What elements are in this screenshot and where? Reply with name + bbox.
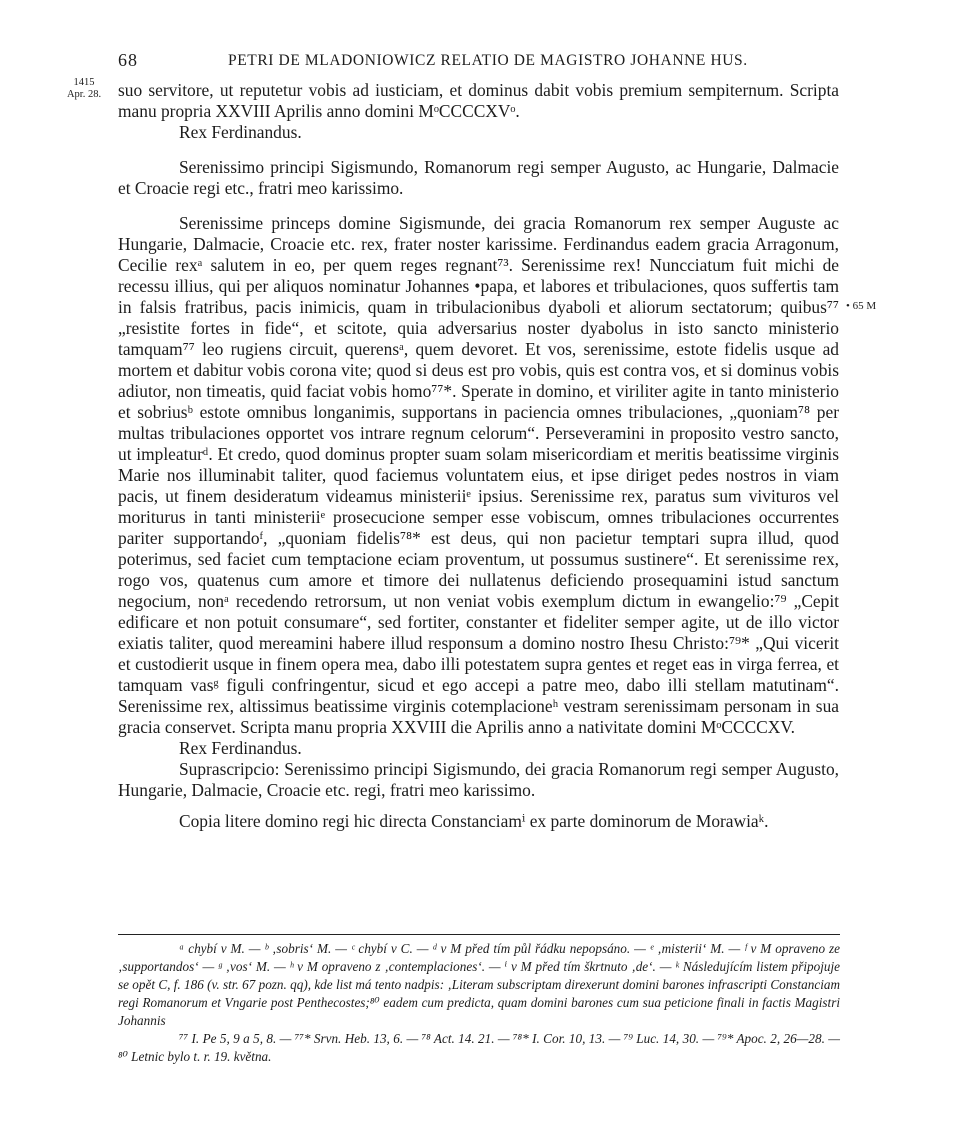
margin-reference: • 65 M: [846, 300, 877, 312]
paragraph-5: Copia litere domino regi hic directa Constanciamⁱ ex parte dominorum de Morawiaᵏ.: [179, 811, 769, 831]
footnote-apparatus: ᵃ chybí v M. — ᵇ ‚sobris‘ M. — ᶜ chybí v C. — ᵈ v M před tím půl řádku nepopsáno. — ᵉ ‚misterii‘ M. — ᶠ v M opraveno ze ‚supportandos‘ — ᵍ ‚vos‘ M. — ʰ v M opraveno z ‚contemplaciones‘. — ⁱ v M před tím škrtnuto ‚de‘. — ᵏ Následujícím listem připojuje se opět C, f. 186 (v. str. 67 pozn. qq), kde list má tento nadpis: ‚Literam subscriptam direxerunt domini barones infrascripti Constanciam regi Romanorum et Vngarie post Penthecostes;⁸⁰ eadem cum predicta, quam domini barones cum sua peticione finali in factis Magistri Johannis: [118, 941, 840, 1028]
margin-date: [56, 77, 112, 101]
main-text: [118, 80, 839, 832]
signature-2: Rex Ferdinandus.: [179, 738, 302, 758]
paragraph-1: suo servitore, ut reputetur vobis ad iusticiam, et dominus dabit vobis premium sempiternum. Scripta manu propria XXVIII Aprilis anno domini MᵒCCCCXVᵒ.: [118, 80, 839, 121]
paragraph-2: Serenissimo principi Sigismundo, Romanorum regi semper Augusto, ac Hungarie, Dalmacie et Croacie regi etc., fratri meo karissimo.: [118, 157, 839, 198]
footnote-rule: [118, 934, 840, 935]
margin-day: Apr. 28.: [66, 89, 102, 100]
margin-year: 1415: [73, 77, 95, 88]
signature-1: Rex Ferdinandus.: [179, 122, 302, 142]
page-number: 68: [118, 50, 138, 70]
paragraph-4: Suprascripcio: Serenissimo principi Sigismundo, dei gracia Romanorum regi semper Augusto, Hungarie, Dalmacie, Croacie etc. regi, fratri meo karissimo.: [118, 759, 839, 800]
footnotes: [118, 940, 840, 1066]
paragraph-3: Serenissime princeps domine Sigismunde, dei gracia Romanorum rex semper Auguste ac Hungarie, Dalmacie, Croacie etc. rex, frater noster karissime. Ferdinandus eadem gracia Arragonum, Cecilie rexᵃ salutem in eo, per quem reges regnant⁷³. Serenissime rex! Nuncciatum fuit michi de recessu illius, qui per aliquos nominatur Johannes •papa, et labores et tribulaciones, quos suffertis tam in falsis fratribus, pacis inimicis, quam in tribulacionibus dyaboli et aliorum sectatorum; quibus⁷⁷ „resistite fortes in fide“, et scitote, quia adversarius noster dyabolus in isto sancto ministerio tamquam⁷⁷ leo rugiens circuit, querensᵃ, quem devoret. Et vos, serenissime, estote fidelis usque ad mortem et dabitur vobis corona vite; quod si deus est pro vobis, quis est contra vos, et si dominus vobis adiutor, non timeatis, quid faciat vobis homo⁷⁷*. Sperate in domino, et viriliter agite in tanto ministerio et sobriusᵇ estote omnibus longanimis, supportans in paciencia omnes tribulaciones, „quoniam⁷⁸ per multas tribulaciones opportet vos intrare regnum celorum“. Perseveramini in proposito vestro sancto, ut impleaturᵈ. Et credo, quod dominus propter suam solam misericordiam et meritis beatissime virginis Marie nos illuminabit taliter, quod faciemus voluntatem eius, et ipse diriget pedes nostros in viam pacis, ut finem desideratum videamus ministeriiᵉ ipsius. Serenissime rex, paratus sum vivituros vel moriturus in tanti ministeriiᵉ prosecucione semper esse vobiscum, omnes tribulaciones occurrentes pariter supportandoᶠ, „quoniam fidelis⁷⁸* est deus, qui non pacietur temptari supra illud, quod poterimus, sed faciet cum temptacione eciam proventum, ut possumus sustinere“. Et serenissime rex, rogo vos, quatenus cum amore et timore dei nullatenus deficiendo prosequamini istud sanctum negocium, nonᵃ recedendo retrorsum, ut non veniat vobis exemplum dictum in ewangelio:⁷⁹ „Cepit edificare et non potuit consumare“, sed fortiter, constanter et fideliter semper agite, ut de illo victor exiatis taliter, quod mereamini habere illud responsum a domino nostro Ihesu Christo:⁷⁹* „Qui vicerit et custodierit usque in finem opera mea, dabo illi potestatem supra gentes et reget eas in virga ferrea, et tamquam vasᵍ figuli confringentur, sicud et ego accepi a patre meo, dabo illi stellam matutinam“. Serenissime rex, altissimus beatissime virginis cotemplacioneʰ vestram serenissimam personam in sua gracia conservet. Scripta manu propria XXVIII die Aprilis anno a nativitate domini MᵒCCCCXV.: [118, 213, 839, 737]
running-title: PETRI DE MLADONIOWICZ RELATIO DE MAGISTRO JOHANNE HUS.: [228, 52, 748, 69]
footnote-sources: ⁷⁷ I. Pe 5, 9 a 5, 8. — ⁷⁷* Srvn. Heb. 13, 6. — ⁷⁸ Act. 14. 21. — ⁷⁸* I. Cor. 10, 13. — ⁷⁹ Luc. 14, 30. — ⁷⁹* Apoc. 2, 26—28. — ⁸⁰ Letnic bylo t. r. 19. května.: [118, 1031, 840, 1064]
page-header: [118, 50, 838, 74]
